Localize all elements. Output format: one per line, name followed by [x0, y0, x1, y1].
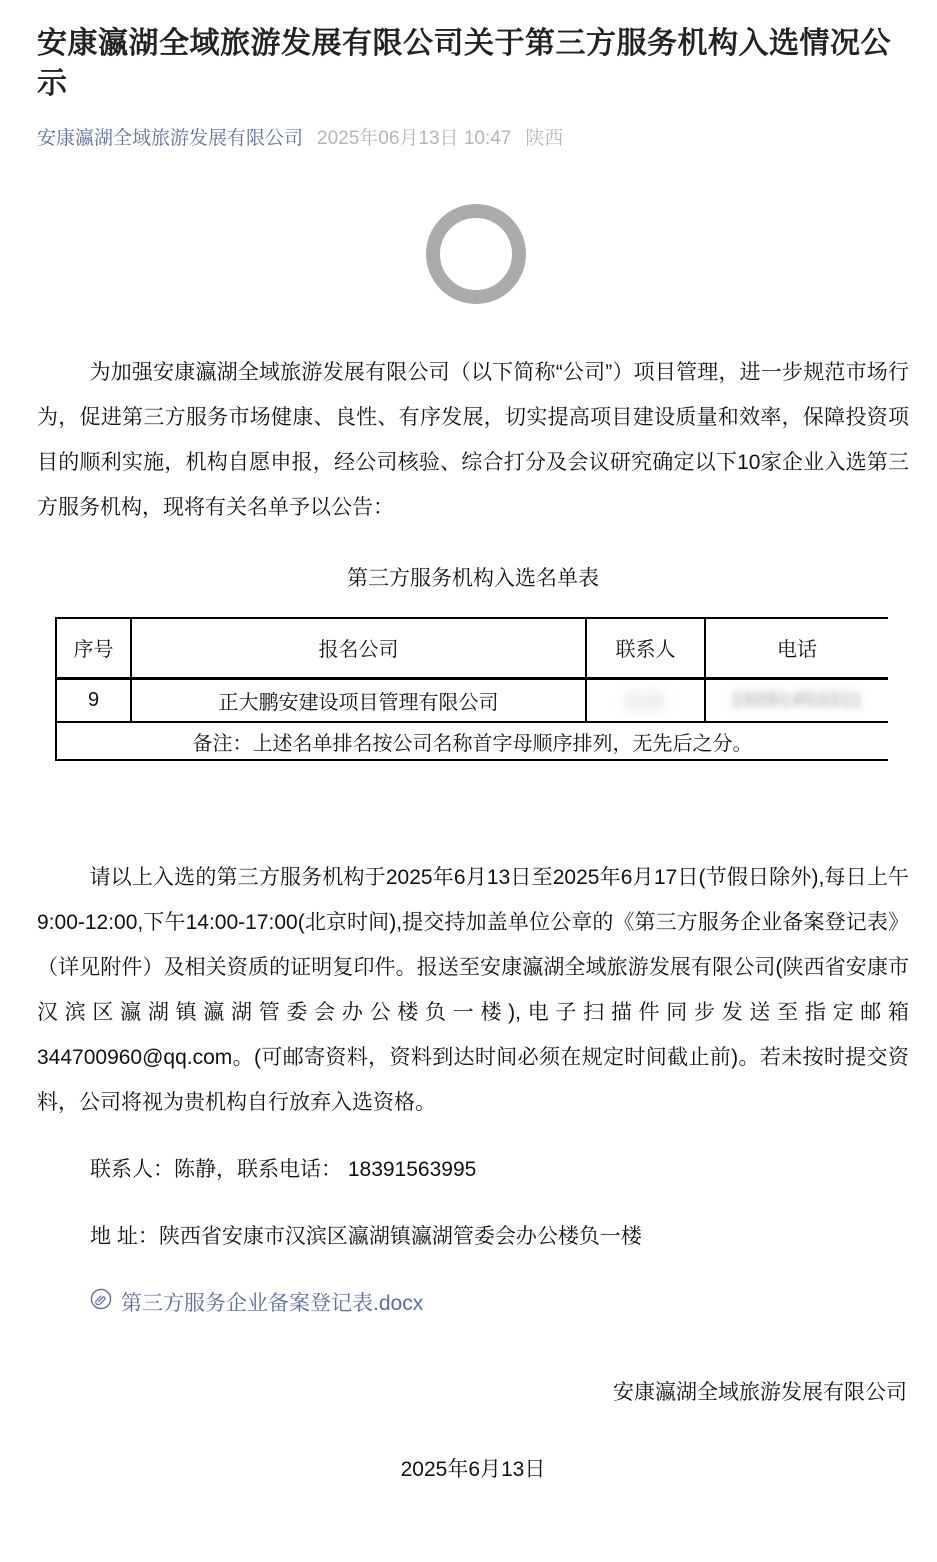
cell-company: 正大鹏安建设项目管理有限公司: [131, 678, 586, 722]
page-title: 安康瀛湖全域旅游发展有限公司关于第三方服务机构入选情况公示: [37, 27, 891, 100]
publish-region: 陕西: [525, 128, 564, 149]
address-line: 地 址：陕西省安康市汉滨区瀛湖镇瀛湖管委会办公楼负一楼: [90, 1225, 642, 1248]
attachment-label: 第三方服务企业备案登记表.docx: [121, 1292, 424, 1315]
header-index: 序号: [56, 618, 131, 678]
publish-datetime: 2025年06月13日 10:47: [317, 128, 512, 149]
article-meta: [37, 128, 909, 150]
redacted-phone-text: 15091453311: [731, 688, 863, 711]
attachment-row: [37, 1281, 909, 1326]
image-loading-ring-icon: [426, 204, 526, 304]
selected-agencies-table: [55, 617, 888, 761]
source-link[interactable]: 安康瀛湖全域旅游发展有限公司: [37, 128, 304, 149]
table-row: [56, 678, 888, 722]
header-phone: 电话: [705, 618, 888, 678]
signature-date: 2025年6月13日: [400, 1458, 546, 1481]
paperclip-circle-icon: [90, 1281, 112, 1326]
signature-company: 安康瀛湖全域旅游发展有限公司: [613, 1381, 907, 1404]
table-header-row: [56, 618, 888, 678]
table-remark-row: [56, 722, 888, 760]
cell-phone-redacted: [705, 678, 888, 722]
cell-contact-redacted: [586, 678, 705, 722]
header-company: 报名公司: [131, 618, 586, 678]
redacted-contact-text: 陈静: [625, 691, 666, 714]
submission-paragraph: 请以上入选的第三方服务机构于2025年6月13日至2025年6月17日(节假日除外),每日上午9:00-12:00,下午14:00-17:00(北京时间),提交持加盖单位公章的《第三方服务企业备案登记表》（详见附件）及相关资质的证明复印件。报送至安康瀛湖全域旅游发展有限公司(陕西省安康市汉滨区瀛湖镇瀛湖管委会办公楼负一楼),电子扫描件同步发送至指定邮箱344700960@qq.com。(可邮寄资料，资料到达时间必须在规定时间截止前)。若未按时提交资料，公司将视为贵机构自行放弃入选资格。: [37, 866, 909, 1114]
contact-line: 联系人：陈静，联系电话： 18391563995: [90, 1158, 477, 1181]
table-remark: 备注：上述名单排名按公司名称首字母顺序排列，无先后之分。: [56, 722, 888, 760]
header-contact: 联系人: [586, 618, 705, 678]
attachment-link[interactable]: [90, 1281, 423, 1326]
cell-index: 9: [56, 678, 131, 722]
intro-paragraph: 为加强安康瀛湖全域旅游发展有限公司（以下简称“公司”）项目管理，进一步规范市场行为，促进第三方服务市场健康、良性、有序发展，切实提高项目建设质量和效率，保障投资项目的顺利实施，机构自愿申报，经公司核验、综合打分及会议研究确定以下10家企业入选第三方服务机构，现将有关名单予以公告：: [37, 361, 909, 519]
table-title: 第三方服务机构入选名单表: [347, 567, 599, 590]
